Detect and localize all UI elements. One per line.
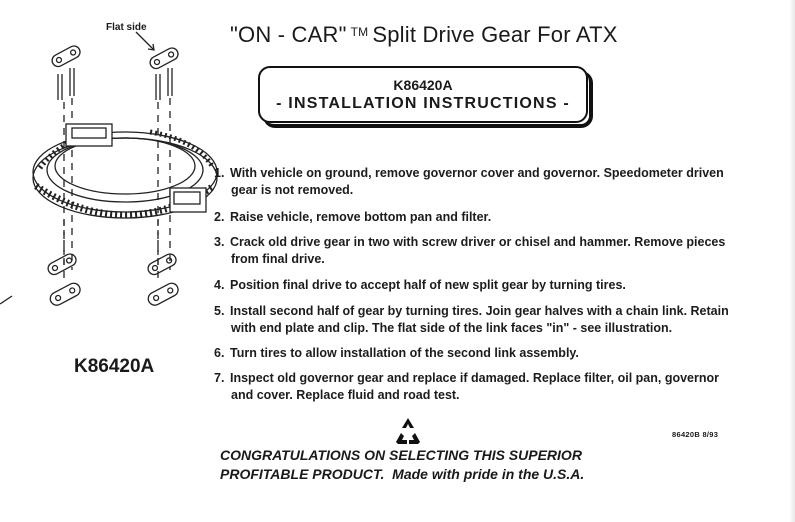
- step-2: [214, 209, 491, 226]
- step-text: With vehicle on ground, remove governor cover and governor. Speedometer driven: [230, 166, 724, 180]
- step-4: [214, 277, 626, 294]
- step-number: 2.: [214, 210, 225, 224]
- title-quoted: "ON - CAR": [230, 22, 347, 47]
- step-3: [214, 234, 725, 268]
- congratulations-product: PROFITABLE PRODUCT.: [220, 466, 385, 482]
- title-rest: Split Drive Gear For ATX: [372, 22, 618, 47]
- installation-instructions-heading: - INSTALLATION INSTRUCTIONS -: [276, 95, 570, 112]
- congratulations-line-2: [220, 465, 584, 484]
- scan-edge: [789, 0, 795, 522]
- step-text: Install second half of gear by turning tires. Join gear halves with a chain link. Retain: [230, 304, 729, 318]
- step-number: 5.: [214, 304, 225, 318]
- step-text: Inspect old governor gear and replace if damaged. Replace filter, oil pan, governor: [230, 371, 720, 385]
- step-text: Turn tires to allow installation of the second link assembly.: [230, 346, 579, 360]
- step-text: Raise vehicle, remove bottom pan and filter.: [230, 210, 492, 224]
- step-text: Position final drive to accept half of new split gear by turning tires.: [230, 278, 626, 292]
- step-1: [214, 165, 724, 199]
- congratulations-message: [220, 446, 584, 484]
- step-number: 3.: [214, 235, 225, 249]
- instructions-header-box: [258, 66, 594, 129]
- step-number: 1.: [214, 166, 225, 180]
- step-number: 4.: [214, 278, 225, 292]
- box-frame: [258, 66, 588, 123]
- step-text: Crack old drive gear in two with screw driver or chisel and hammer. Remove pieces: [230, 235, 726, 249]
- step-text-continued: gear is not removed.: [231, 183, 354, 197]
- recycle-triangle-logo: [393, 416, 423, 446]
- flat-side-label: Flat side: [106, 22, 147, 33]
- step-text-continued: from final drive.: [231, 252, 325, 266]
- step-5: [214, 303, 729, 337]
- made-in-usa: Made with pride in the U.S.A.: [392, 466, 585, 482]
- step-text-continued: with end plate and clip. The flat side of the link faces "in" - see illustration.: [231, 321, 673, 335]
- step-6: [214, 345, 579, 362]
- step-7: [214, 370, 719, 404]
- trademark-mark: TM: [350, 25, 369, 39]
- congratulations-line-1: CONGRATULATIONS ON SELECTING THIS SUPERIOR: [220, 447, 582, 463]
- step-number: 7.: [214, 371, 225, 385]
- page-title: [230, 22, 618, 48]
- step-text-continued: and cover. Replace fluid and road test.: [231, 388, 460, 402]
- date-code: 86420B 8/93: [672, 430, 719, 439]
- split-gear-chain-link-illustration: [0, 20, 222, 340]
- part-number: K86420A: [74, 356, 155, 377]
- step-number: 6.: [214, 346, 225, 360]
- box-part-code: K86420A: [393, 77, 453, 93]
